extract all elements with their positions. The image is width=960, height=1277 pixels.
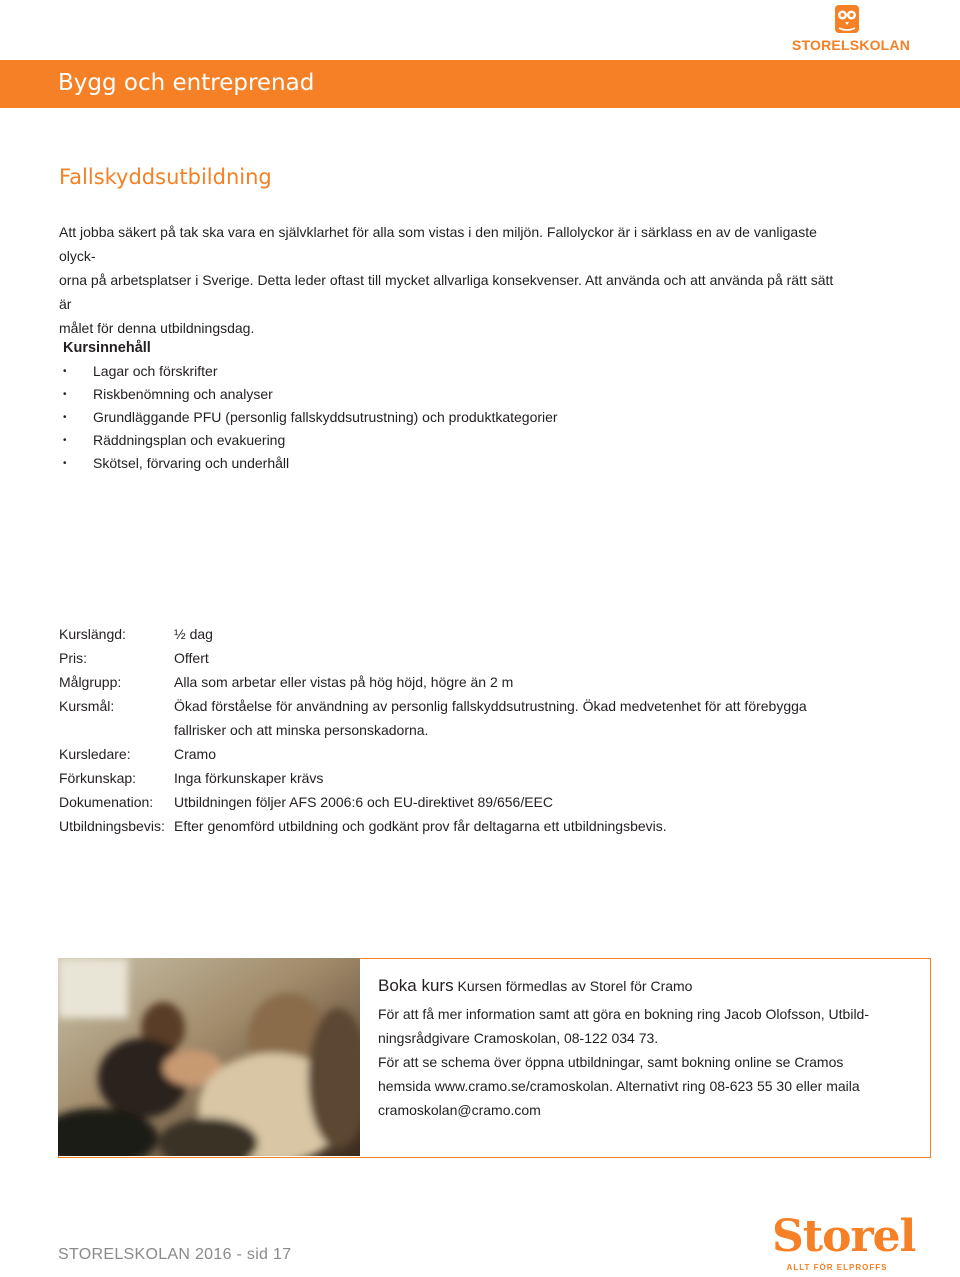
list-item: • Riskbenömning och analyser <box>63 383 558 406</box>
booking-line: För att se schema över öppna utbildningar, samt bokning online se Cramos <box>378 1054 844 1070</box>
booking-line: ningsrådgivare Cramoskolan, 08-122 034 73. <box>378 1030 659 1046</box>
booking-line: cramoskolan@cramo.com <box>378 1102 541 1118</box>
course-title: Fallskyddsutbildning <box>59 165 272 189</box>
info-value: fallrisker och att minska personskadorna. <box>174 722 429 738</box>
info-row <box>59 718 824 742</box>
booking-title: Boka kurs <box>378 976 454 995</box>
info-row <box>59 742 824 766</box>
list-item: • Grundläggande PFU (personlig fallskyddsutrustning) och produktkategorier <box>63 406 558 429</box>
info-label: Målgrupp: <box>59 674 122 690</box>
info-row <box>59 790 824 814</box>
booking-heading <box>378 974 898 998</box>
storel-brand: Storel <box>772 1211 916 1262</box>
info-label: Utbildningsbevis: <box>59 818 165 834</box>
booking-subtitle: Kursen förmedlas av Storel för Cramo <box>457 978 693 994</box>
info-value: Ökad förståelse för användning av personlig fallskyddsutrustning. Ökad medvetenhet för att förebygga <box>174 698 807 714</box>
content-heading: Kursinnehåll <box>63 340 151 356</box>
info-label: Kursledare: <box>59 746 131 762</box>
info-value: Inga förkunskaper krävs <box>174 770 324 786</box>
info-label: Pris: <box>59 650 87 666</box>
info-row <box>59 814 824 838</box>
storelskolan-logo <box>792 4 911 53</box>
content-list <box>63 360 558 475</box>
info-row <box>59 622 824 646</box>
info-row <box>59 694 824 718</box>
info-value: Cramo <box>174 746 217 762</box>
info-label: Kursmål: <box>59 698 115 714</box>
info-value: Alla som arbetar eller vistas på hög höjd, högre än 2 m <box>174 674 514 690</box>
bullet: • <box>63 458 67 469</box>
owl-logo-icon <box>834 4 860 34</box>
info-row <box>59 646 824 670</box>
booking-line: För att få mer information samt att göra en bokning ring Jacob Olofsson, Utbild- <box>378 1006 870 1022</box>
booking-line: hemsida www.cramo.se/cramoskolan. Alternativt ring 08-623 55 30 eller maila <box>378 1078 860 1094</box>
info-label <box>59 718 174 742</box>
info-value: Efter genomförd utbildning och godkänt prov får deltagarna ett utbildningsbevis. <box>174 818 667 834</box>
classroom-photo <box>58 958 360 1156</box>
info-label: Kurslängd: <box>59 626 126 642</box>
info-row <box>59 766 824 790</box>
storel-logo <box>772 1211 916 1272</box>
intro-line: Att jobba säkert på tak ska vara en självklarhet för alla som vistas i den miljön. Fallolyckor är i särklass en av de vanligaste olyck- <box>59 224 817 264</box>
list-item: • Räddningsplan och evakuering <box>63 429 558 452</box>
info-value: ½ dag <box>174 626 213 642</box>
header-band <box>0 60 960 108</box>
list-item: • Skötsel, förvaring och underhåll <box>63 452 558 475</box>
course-info-table <box>59 622 824 838</box>
info-label: Förkunskap: <box>59 770 137 786</box>
bullet: • <box>63 412 67 423</box>
list-item: • Lagar och förskrifter <box>63 360 558 383</box>
page-footer-label: STORELSKOLAN 2016 - sid 17 <box>58 1246 292 1263</box>
info-row <box>59 670 824 694</box>
band-title: Bygg och entreprenad <box>58 70 315 96</box>
intro-paragraph <box>59 220 839 340</box>
bullet: • <box>63 366 67 377</box>
booking-text <box>378 974 898 1122</box>
info-value: Offert <box>174 650 209 666</box>
info-label: Dokumenation: <box>59 794 154 810</box>
storel-tagline: ALLT FÖR ELPROFFS <box>786 1263 888 1272</box>
bullet: • <box>63 389 67 400</box>
logo-text: STORELSKOLAN <box>792 37 911 53</box>
bullet: • <box>63 435 67 446</box>
info-value: Utbildningen följer AFS 2006:6 och EU-direktivet 89/656/EEC <box>174 794 553 810</box>
intro-line: målet för denna utbildningsdag. <box>59 320 255 336</box>
intro-line: orna på arbetsplatser i Sverige. Detta leder oftast till mycket allvarliga konsekvenser. Att använda och att använda på rätt sätt är <box>59 272 834 312</box>
